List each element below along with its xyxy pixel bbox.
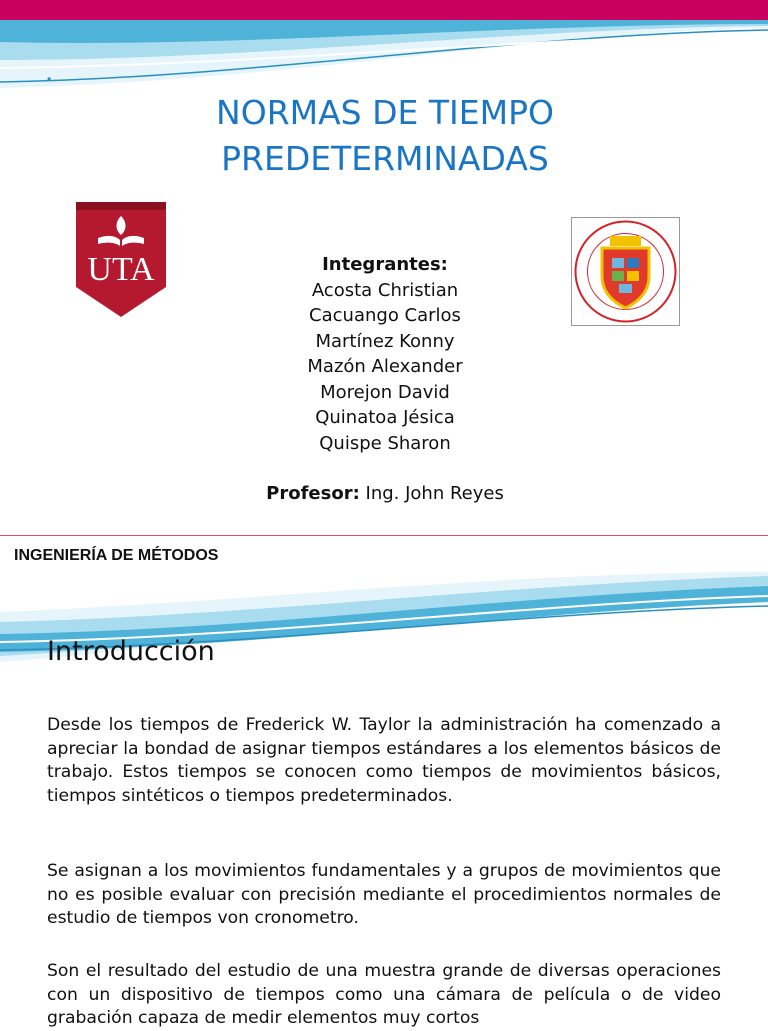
professor-line <box>230 483 540 504</box>
uta-logo <box>76 202 166 317</box>
member-name: Morejon David <box>320 381 450 403</box>
member-name: Quispe Sharon <box>319 432 451 454</box>
intro-paragraph: Desde los tiempos de Frederick W. Taylor la administración ha comenzado a apreciar la bondad de asignar tiempos estándares a los elementos básicos de trabajo. Estos tiempos se conocen como tiempos de movimientos básicos, tiempos sintéticos o tiempos predeterminados. <box>47 715 721 806</box>
intro-paragraph: Se asignan a los movimientos fundamentales y a grupos de movimientos que no es posible evaluar con precisión mediante el procedimientos normales de estudio de tiempos von cronometro. <box>47 861 721 928</box>
decorative-waves-top <box>0 20 768 95</box>
member-name: Martínez Konny <box>315 330 455 352</box>
top-accent-bar <box>0 0 768 20</box>
member-name: Cacuango Carlos <box>309 305 461 326</box>
uta-logo-text: UTA <box>87 251 155 288</box>
member-name: Acosta Christian <box>311 279 459 301</box>
intro-title: Introducción <box>47 636 215 667</box>
faculty-seal-logo <box>571 217 680 326</box>
members-header: Integrantes: <box>322 254 448 275</box>
member-name: Quinatoa Jésica <box>315 407 455 428</box>
professor-name: Ing. John Reyes <box>359 483 504 504</box>
professor-label: Profesor: <box>266 483 360 504</box>
course-name: INGENIERÍA DE MÉTODOS <box>14 547 219 564</box>
bullet-dot: • <box>47 72 52 86</box>
intro-paragraph: Son el resultado del estudio de una muestra grande de diversas operaciones con un dispositivo de tiempos como una cámara de película o de video grabación capaza de medir elementos muy cortos <box>47 961 721 1028</box>
title-line-1: NORMAS DE TIEMPO <box>216 93 554 132</box>
slide-divider <box>0 535 768 536</box>
title-line-2: PREDETERMINADAS <box>221 139 549 178</box>
members-list <box>250 252 520 456</box>
page-title <box>150 90 620 182</box>
member-name: Mazón Alexander <box>307 356 463 377</box>
